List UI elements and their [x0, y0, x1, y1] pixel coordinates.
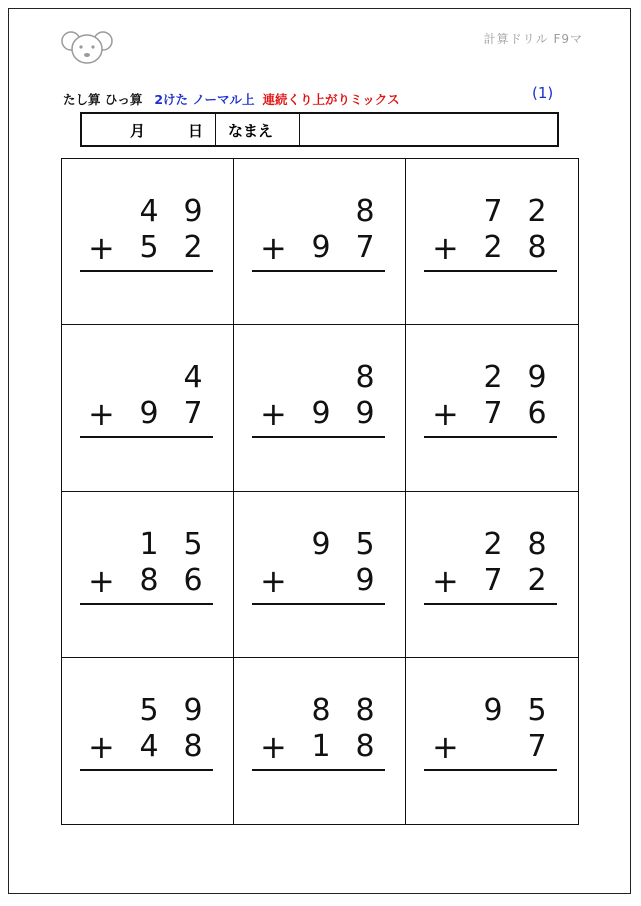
day-label: 日: [188, 122, 204, 140]
bottom-ones-digit: 9: [355, 562, 375, 598]
plus-sign: +: [260, 561, 287, 600]
problem-cell[interactable]: [234, 325, 406, 491]
plus-sign: +: [260, 727, 287, 766]
problem-cell[interactable]: [234, 492, 406, 658]
bottom-ones-digit: 8: [183, 728, 203, 764]
bottom-tens-digit: 7: [483, 562, 503, 598]
plus-sign: +: [432, 727, 459, 766]
problem-cell[interactable]: [62, 159, 234, 325]
name-field[interactable]: [300, 114, 557, 145]
problem-cell[interactable]: [406, 159, 578, 325]
bottom-tens-digit: 8: [139, 562, 159, 598]
top-ones-digit: 2: [527, 194, 547, 229]
bottom-ones-digit: 6: [527, 396, 547, 432]
problem-cell[interactable]: [406, 492, 578, 658]
problem-cell[interactable]: [234, 159, 406, 325]
bottom-ones-digit: 7: [355, 230, 375, 265]
title-variant: 連続くり上がりミックス: [262, 92, 400, 107]
answer-line: [424, 270, 557, 272]
answer-line: [252, 436, 385, 438]
top-tens-digit: 2: [483, 526, 503, 562]
plus-sign: +: [432, 561, 459, 600]
problem-cell[interactable]: [406, 325, 578, 491]
bottom-ones-digit: 6: [183, 562, 203, 598]
plus-sign: +: [88, 395, 115, 434]
answer-line: [252, 270, 385, 272]
top-tens-digit: 8: [311, 692, 331, 728]
bottom-ones-digit: 9: [355, 396, 375, 432]
top-ones-digit: 8: [355, 692, 375, 728]
bottom-ones-digit: 8: [527, 230, 547, 265]
bottom-tens-digit: 9: [139, 396, 159, 432]
problem-cell[interactable]: [406, 658, 578, 824]
plus-sign: +: [260, 229, 287, 267]
answer-line: [80, 436, 213, 438]
bottom-tens-digit: 9: [311, 396, 331, 432]
bottom-ones-digit: 2: [183, 230, 203, 265]
top-ones-digit: 5: [183, 526, 203, 562]
bottom-ones-digit: 2: [527, 562, 547, 598]
bottom-tens-digit: 9: [311, 230, 331, 265]
bottom-ones-digit: 7: [183, 396, 203, 432]
title-level: 2けた ノーマル上: [154, 92, 255, 107]
name-label: なまえ: [216, 114, 300, 145]
answer-line: [252, 769, 385, 771]
top-ones-digit: 5: [355, 526, 375, 562]
top-tens-digit: 9: [311, 526, 331, 562]
set-number: (1): [532, 84, 554, 102]
answer-line: [80, 769, 213, 771]
problem-cell[interactable]: [234, 658, 406, 824]
plus-sign: +: [88, 229, 115, 267]
top-tens-digit: 5: [139, 692, 159, 728]
top-tens-digit: 4: [139, 194, 159, 229]
answer-line: [424, 603, 557, 605]
plus-sign: +: [432, 395, 459, 434]
top-tens-digit: 9: [483, 692, 503, 728]
bottom-tens-digit: 1: [311, 728, 331, 764]
answer-line: [80, 603, 213, 605]
answer-line: [252, 603, 385, 605]
title-topic: たし算 ひっ算: [63, 92, 143, 107]
worksheet-title: [63, 90, 400, 108]
plus-sign: +: [88, 561, 115, 600]
top-ones-digit: 8: [355, 360, 375, 396]
problem-grid: [61, 158, 579, 825]
bottom-tens-digit: 2: [483, 230, 503, 265]
bottom-tens-digit: 7: [483, 396, 503, 432]
problem-cell[interactable]: [62, 325, 234, 491]
answer-line: [424, 436, 557, 438]
name-date-box: [80, 112, 559, 147]
problem-cell[interactable]: [62, 492, 234, 658]
bottom-ones-digit: 8: [355, 728, 375, 764]
brand-label: 計算ドリル F9マ: [483, 32, 583, 46]
bottom-ones-digit: 7: [527, 728, 547, 764]
bottom-tens-digit: 5: [139, 230, 159, 265]
plus-sign: +: [432, 229, 459, 267]
date-field[interactable]: [82, 114, 216, 145]
top-ones-digit: 4: [183, 360, 203, 396]
plus-sign: +: [88, 727, 115, 766]
answer-line: [424, 769, 557, 771]
answer-line: [80, 270, 213, 272]
problem-cell[interactable]: [62, 658, 234, 824]
top-ones-digit: 9: [183, 692, 203, 728]
top-tens-digit: 7: [483, 194, 503, 229]
top-ones-digit: 8: [355, 194, 375, 229]
bottom-tens-digit: 4: [139, 728, 159, 764]
top-ones-digit: 9: [527, 360, 547, 396]
top-ones-digit: 9: [183, 194, 203, 229]
mouse-logo-icon: [61, 30, 113, 66]
top-tens-digit: 2: [483, 360, 503, 396]
top-ones-digit: 5: [527, 692, 547, 728]
month-label: 月: [130, 122, 146, 140]
plus-sign: +: [260, 395, 287, 434]
top-ones-digit: 8: [527, 526, 547, 562]
top-tens-digit: 1: [139, 526, 159, 562]
